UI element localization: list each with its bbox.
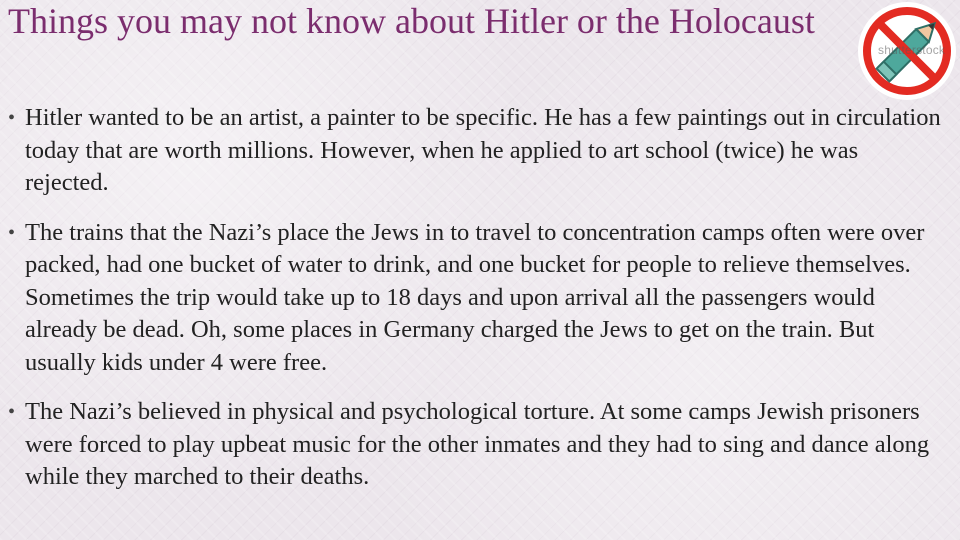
bullet-item (8, 217, 943, 380)
bullet-item (8, 102, 943, 200)
bullet-marker: • (8, 107, 16, 129)
no-pencil-sign-logo (858, 2, 956, 100)
watermark-text: shutterstock (878, 43, 946, 57)
bullet-text: Hitler wanted to be an artist, a painter to be specific. He has a few paintings out in circulation today that are worth millions. However, when he applied to art school (twice) he was rejected. (25, 104, 941, 196)
bullet-list (8, 102, 943, 511)
bullet-item (8, 396, 943, 494)
bullet-text: The Nazi’s believed in physical and psychological torture. At some camps Jewish prisoners were forced to play upbeat music for the other inmates and they had to sing and dance along while they marched to their deaths. (25, 398, 930, 490)
slide-title: Things you may not know about Hitler or the Holocaust (8, 1, 815, 41)
bullet-text: The trains that the Nazi’s place the Jews in to travel to concentration camps often were over packed, had one bucket of water to drink, and one bucket for people to relieve themselves. Sometimes the trip would take up to 18 days and upon arrival all the passengers would already be dead. Oh, some places in Germany charged the Jews to get on the train. But usually kids under 4 were free. (25, 218, 925, 376)
bullet-marker: • (8, 401, 16, 423)
bullet-marker: • (8, 221, 16, 244)
